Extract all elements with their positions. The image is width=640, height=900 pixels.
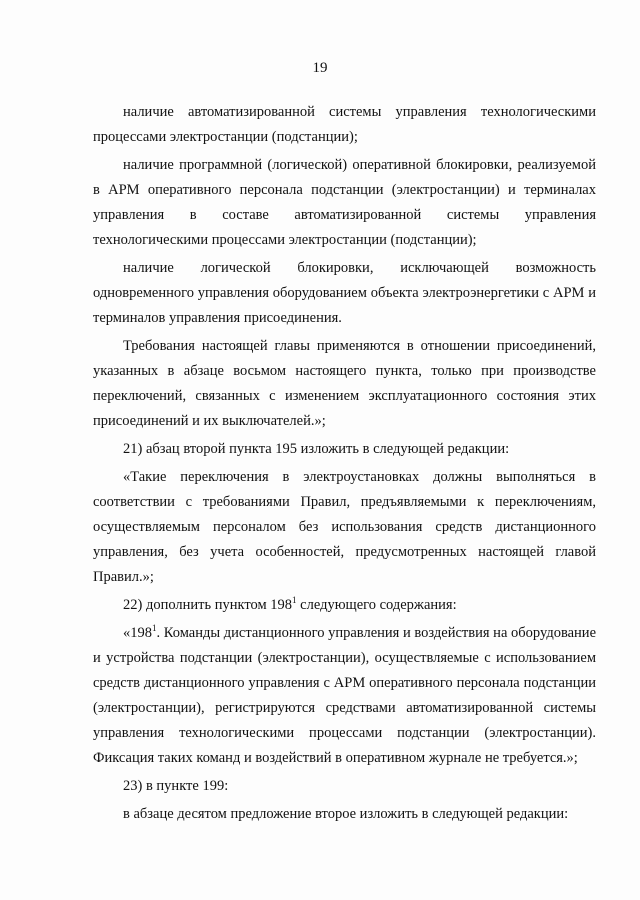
paragraph: наличие автоматизированной системы управления технологическими процессами электростанции (подстанции); (93, 104, 596, 145)
paragraph: в абзаце десятом предложение второе изложить в следующей редакции: (123, 806, 569, 822)
superscript: 1 (152, 623, 157, 633)
text-run: . Команды дистанционного управления и воздействия на оборудование и устройства подстанции (электростанции), осуществляемые с использованием средств дистанционного управления с АРМ оперативного персонала подстанции (электростанции), регистрируются средствами автоматизированной системы управления технологическими процессами подстанции (электростанции). Фиксация таких команд и воздействий в оперативном журнале не требуется.»; (93, 625, 596, 766)
paragraph-item-21: 21) абзац второй пункта 195 изложить в следующей редакции: (123, 441, 510, 457)
paragraph-item-23: 23) в пункте 199: (123, 778, 229, 794)
paragraph: Требования настоящей главы применяются в отношении присоединений, указанных в абзаце восьмом настоящего пункта, только при производстве переключений, связанных с изменением эксплуатационного состояния этих присоединений и их выключателей.»; (93, 338, 596, 429)
document-body (93, 100, 596, 830)
text-run: следующего содержания: (296, 597, 457, 613)
paragraph (93, 621, 596, 771)
page-number: 19 (312, 60, 328, 76)
paragraph: наличие логической блокировки, исключающей возможность одновременного управления оборудованием объекта электроэнергетики с АРМ и терминалов управления присоединения. (93, 260, 596, 326)
text-run: «198 (123, 625, 152, 641)
paragraph: наличие программной (логической) оперативной блокировки, реализуемой в АРМ оперативного персонала подстанции (электростанции) и терминалах управления в составе автоматизированной системы управления технологическими процессами электростанции (подстанции); (93, 157, 596, 248)
paragraph: «Такие переключения в электроустановках должны выполняться в соответствии с требованиями Правил, предъявляемыми к переключениям, осуществляемым персоналом без использования средств дистанционного управления, без учета особенностей, предусмотренных настоящей главой Правил.»; (93, 469, 596, 585)
text-run: 22) дополнить пунктом 198 (123, 597, 293, 613)
paragraph-item-22 (93, 593, 596, 618)
superscript: 1 (292, 595, 297, 605)
